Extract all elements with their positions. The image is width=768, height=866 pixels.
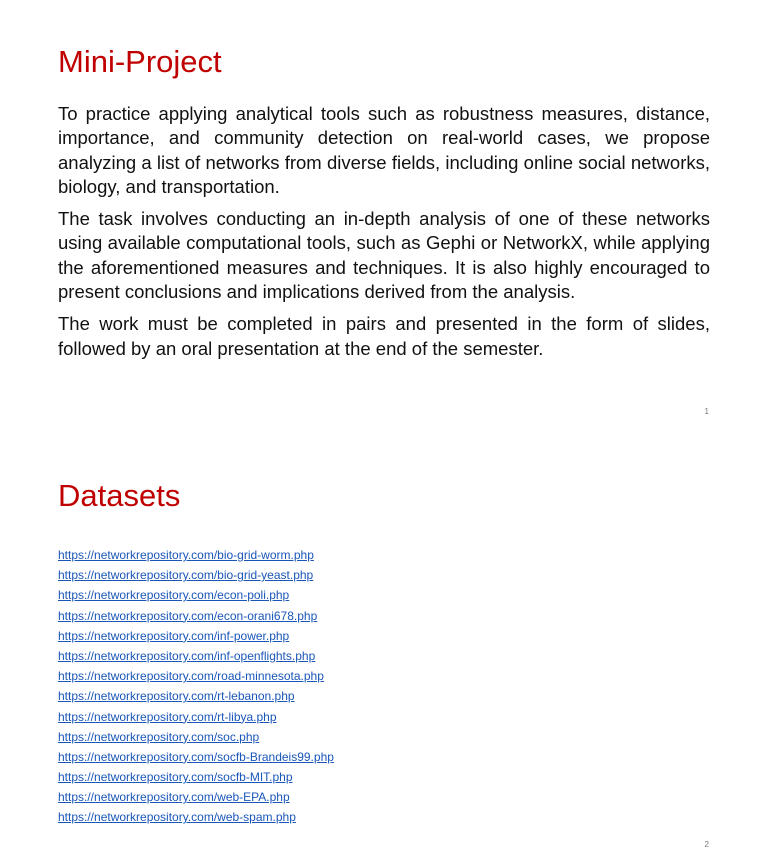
- slide-title: Mini-Project: [58, 44, 222, 79]
- dataset-link[interactable]: https://networkrepository.com/inf-power.php: [58, 628, 290, 643]
- page-number: 2: [704, 840, 709, 849]
- paragraph-task: The task involves conducting an in-depth analysis of one of these networks using available computational tools, such as Gephi or NetworkX, while applying the aforementioned measures and techniques. It is also highly encouraged to present conclusions and implications derived from the analysis.: [58, 208, 710, 303]
- slide-title: Datasets: [58, 478, 181, 513]
- list-item: [58, 646, 334, 666]
- dataset-link[interactable]: https://networkrepository.com/web-spam.php: [58, 810, 296, 825]
- dataset-link[interactable]: https://networkrepository.com/inf-openflights.php: [58, 648, 316, 663]
- dataset-link[interactable]: https://networkrepository.com/rt-libya.php: [58, 709, 277, 724]
- list-item: [58, 626, 334, 646]
- page-number: 1: [704, 407, 709, 416]
- list-item: [58, 585, 334, 605]
- list-item: [58, 565, 334, 585]
- dataset-link[interactable]: https://networkrepository.com/web-EPA.php: [58, 790, 290, 805]
- list-item: [58, 686, 334, 706]
- list-item: [58, 707, 334, 727]
- dataset-link[interactable]: https://networkrepository.com/econ-poli.php: [58, 588, 290, 603]
- list-item: [58, 666, 334, 686]
- list-item: [58, 545, 334, 565]
- dataset-link[interactable]: https://networkrepository.com/socfb-MIT.php: [58, 770, 293, 785]
- dataset-link[interactable]: https://networkrepository.com/bio-grid-yeast.php: [58, 568, 314, 583]
- dataset-link[interactable]: https://networkrepository.com/econ-orani678.php: [58, 608, 318, 623]
- list-item: [58, 747, 334, 767]
- dataset-link[interactable]: https://networkrepository.com/road-minnesota.php: [58, 669, 324, 684]
- list-item: [58, 787, 334, 807]
- paragraph-deliverable: The work must be completed in pairs and presented in the form of slides, followed by an oral presentation at the end of the semester.: [58, 313, 710, 359]
- list-item: [58, 727, 334, 747]
- list-item: [58, 606, 334, 626]
- list-item: [58, 807, 334, 827]
- dataset-link-list: [58, 545, 334, 828]
- slide-datasets: [0, 433, 768, 866]
- slide-body: [58, 102, 710, 369]
- dataset-link[interactable]: https://networkrepository.com/bio-grid-worm.php: [58, 548, 314, 562]
- paragraph-intro: To practice applying analytical tools such as robustness measures, distance, importance, and community detection on real-world cases, we propose analyzing a list of networks from diverse fields, including online social networks, biology, and transportation.: [58, 103, 710, 197]
- dataset-link[interactable]: https://networkrepository.com/soc.php: [58, 729, 260, 744]
- dataset-link[interactable]: https://networkrepository.com/rt-lebanon.php: [58, 689, 295, 704]
- dataset-link[interactable]: https://networkrepository.com/socfb-Brandeis99.php: [58, 749, 334, 764]
- list-item: [58, 767, 334, 787]
